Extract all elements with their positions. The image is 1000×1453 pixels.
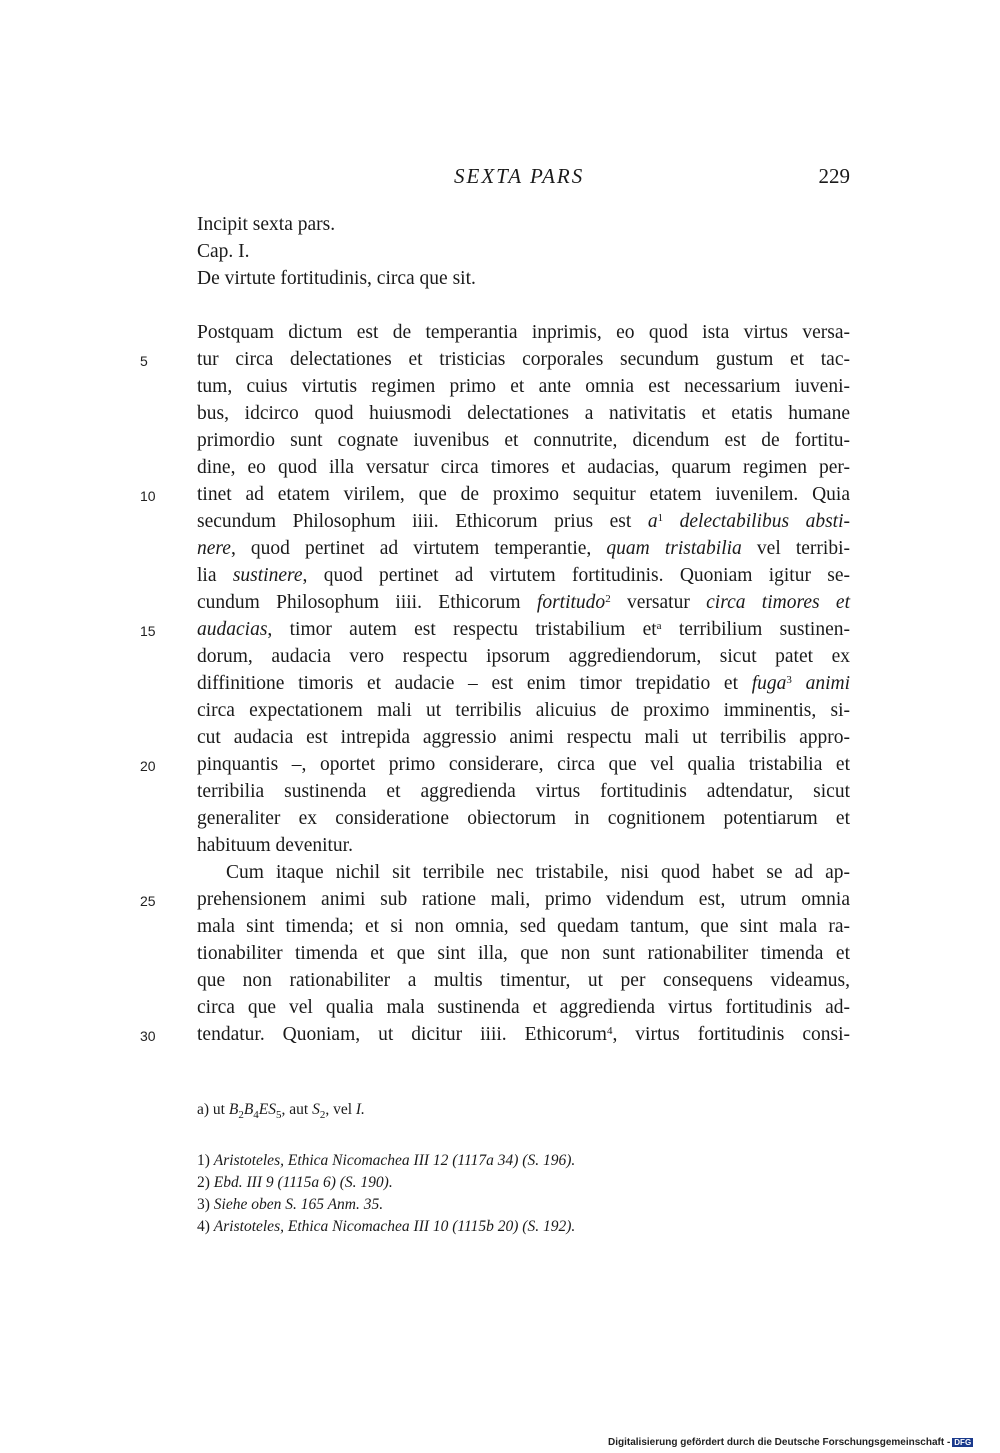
body-line-16: cut audacia est intrepida aggressio animi respectu mali ut terribilis appro-: [197, 727, 850, 748]
heading-chapter: Cap. I.: [197, 241, 250, 262]
body-line-13: dorum, audacia vero respectu ipsorum aggrediendorum, sicut patet ex: [197, 646, 850, 667]
body-line-7: tinet ad etatem virilem, que de proximo sequitur etatem iuvenilem. Quia: [197, 484, 850, 505]
heading-title: De virtute fortitudinis, circa que sit.: [197, 268, 476, 289]
body-line-11: cundum Philosophum iiii. Ethicorum fortitudo$^2$ versatur circa timores et: [197, 592, 850, 613]
body-line-8: secundum Philosophum iiii. Ethicorum prius est $a^1$ delectabilibus absti-: [197, 511, 851, 532]
line-number: 15: [140, 623, 156, 639]
body-line-25: que non rationabiliter a multis timentur, ut per consequens videamus,: [197, 970, 850, 991]
footnote: 1) Aristoteles, Ethica Nicomachea III 12 (1117a 34) (S. 196).: [197, 1152, 576, 1169]
line-number: 5: [140, 353, 148, 369]
body-line-18: terribilia sustinenda et aggredienda virtus fortitudinis adtendatur, sicut: [197, 781, 850, 802]
apparatus-note: a) ut $B_2B_4ES_5$, aut $S_2$, vel I.: [197, 1101, 365, 1121]
page-number: 229: [818, 164, 850, 188]
line-number: 25: [140, 893, 156, 909]
heading-incipit: Incipit sexta pars.: [197, 214, 336, 235]
footnote-ref: 3: [786, 674, 792, 686]
body-line-26: circa que vel qualia mala sustinenda et aggredienda virtus fortitudinis ad-: [197, 997, 850, 1018]
line-number: 10: [140, 488, 156, 504]
body-line-1: Postquam dictum est de temperantia inprimis, eo quod ista virtus versa-: [197, 322, 850, 343]
line-number: 30: [140, 1028, 156, 1044]
running-title: SEXTA PARS: [454, 164, 585, 188]
body-line-15: circa expectationem mali ut terribilis alicuius de proximo imminentis, si-: [197, 700, 850, 721]
body-line-12: audacias, timor autem est respectu tristabilium $et^a$ terribilium sustinen-: [197, 619, 850, 640]
body-line-21: Cum itaque nichil sit terribile nec tristabile, nisi quod habet se ad ap-: [226, 862, 850, 883]
body-line-2: tur circa delectationes et tristicias corporales secundum gustum et tac-: [197, 349, 850, 370]
body-line-5: primordio sunt cognate iuvenibus et connutrite, dicendum est de fortitu-: [197, 430, 850, 451]
body-line-19: generaliter ex consideratione obiectorum in cognitionem potentiarum et: [197, 808, 850, 829]
line-number: 20: [140, 758, 156, 774]
body-line-6: dine, eo quod illa versatur circa timores et audacias, quarum regimen per-: [197, 457, 850, 478]
digitization-credit: Digitalisierung gefördert durch die Deutsche Forschungsgemeinschaft - DFG: [608, 1437, 972, 1448]
footnote-ref: 2: [605, 593, 611, 605]
body-line-23: mala sint timenda; et si non omnia, sed quedam tantum, que sint mala ra-: [197, 916, 850, 937]
body-line-27: tendatur. Quoniam, ut dicitur iiii. Ethicorum$^4$, virtus fortitudinis consi-: [197, 1024, 850, 1045]
footnote-ref: 4: [606, 1025, 613, 1037]
footnote-ref: 1: [657, 512, 664, 524]
footnote: 2) Ebd. III 9 (1115a 6) (S. 190).: [197, 1174, 393, 1191]
body-line-14: diffinitione timoris et audacie – est enim timor trepidatio et fuga$^3$ animi: [197, 673, 850, 694]
footnote: 3) Siehe oben S. 165 Anm. 35.: [197, 1196, 384, 1213]
body-line-9: nere, quod pertinet ad virtutem temperantie, quam tristabilia vel terribi-: [197, 538, 850, 559]
body-line-3: tum, cuius virtutis regimen primo et ante omnia est necessarium iuveni-: [197, 376, 850, 397]
body-line-24: tionabiliter timenda et que sint illa, que non sunt rationabiliter timenda et: [197, 943, 850, 964]
apparatus-ref: a: [656, 620, 662, 632]
body-line-4: bus, idcirco quod huiusmodi delectationes a nativitatis et etatis humane: [197, 403, 850, 424]
body-line-10: lia sustinere, quod pertinet ad virtutem fortitudinis. Quoniam igitur se-: [197, 565, 850, 586]
dfg-logo: DFG: [954, 1437, 972, 1447]
body-line-17: pinquantis –, oportet primo considerare, circa que vel qualia tristabilia et: [197, 754, 850, 775]
body-line-20: habituum devenitur.: [197, 835, 353, 856]
body-line-22: prehensionem animi sub ratione mali, primo videndum est, utrum omnia: [197, 889, 850, 910]
footnote: 4) Aristoteles, Ethica Nicomachea III 10 (1115b 20) (S. 192).: [197, 1218, 576, 1235]
